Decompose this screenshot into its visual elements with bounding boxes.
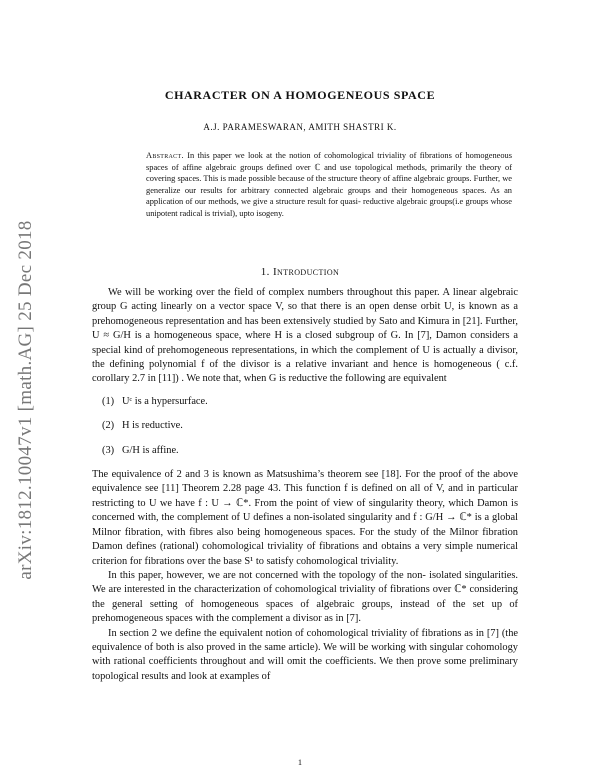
list-item xyxy=(102,444,518,458)
section-heading: 1. Introduction xyxy=(260,266,340,278)
arxiv-identifier: arXiv:1812.10047v1 [math.AG] 25 Dec 2018 xyxy=(15,220,36,580)
page-number: 1 xyxy=(297,758,303,767)
arxiv-sidebar xyxy=(6,120,46,680)
section-body xyxy=(92,286,518,684)
paragraph-1: We will be working over the field of complex numbers throughout this paper. A linear algebraic group G acting linearly on a vector space V, so that there is an open dense orbit U, is known as a prehomogeneous representation and has been extensively studied by Sato and Kimura in [21]. Further, U ≈ G/H is a homogeneous space, where H is a closed subgroup of G. In [7], Damon considers a special kind of prehomogeneous representations, in which the complement of U is actually a divisor, the defining polynomial f of the divisor is a relative invariant and hence is homogeneous ( c.f. corollary 2.7 in [11]) . We note that, when G is reductive the following are equivalent xyxy=(92,287,518,385)
list-item-text: G/H is affine. xyxy=(122,444,179,456)
paragraph-4: In section 2 we define the equivalent notion of cohomological triviality of fibrations as in [7] (the equivalence of both is also proved in the same article). We will be working with singular cohomology with rational coefficients throughout and will omit the coefficients. We then prove some preliminary topological results and look at examples of xyxy=(92,627,518,682)
list-item-text: H is reductive. xyxy=(122,420,183,432)
list-item-number: (3) xyxy=(102,444,115,456)
list-item-number: (2) xyxy=(102,420,115,432)
paragraph-2: The equivalence of 2 and 3 is known as Matsushima’s theorem see [18]. For the proof of the above equivalence see [11] Theorem 2.28 page 43. This function f is defined on all of V, and in particular restricting to U we have f : U → ℂ*. From the point of view of singularity theory, which Damon is concerned with, the complement of U defines a non-isolated singularity and f : G/H → ℂ* is a global Milnor fibration, with fibres also being homogeneous spaces. For the study of the Milnor fibration Damon defines (rational) cohomological triviality of fibrations and obtains a very simple numerical criterion for fibrations over the base S¹ to satisfy cohomological triviality. xyxy=(92,469,518,567)
list-item xyxy=(102,395,518,409)
paper-authors: A.J. PARAMESWARAN, AMITH SHASTRI K. xyxy=(203,122,397,132)
abstract-text: In this paper we look at the notion of cohomological triviality of fibrations of homogeneous spaces of affine algebraic groups defined over ℂ and use topological methods, primarily the theory of covering spaces. This is made possible because of the structure theory of affine algebraic groups. Further, we generalize our results for arbitrary connected algebraic groups and their homogeneous spaces. As an application of our methods, we give a structure result for quasi- reductive algebraic groups(i.e groups whose unipotent radical is trivial), upto isogeny. xyxy=(146,151,512,218)
abstract-label: Abstract. xyxy=(146,151,184,160)
list-item-number: (1) xyxy=(102,395,115,407)
equivalence-list xyxy=(92,395,518,458)
list-item xyxy=(102,419,518,433)
paper-title: CHARACTER ON A HOMOGENEOUS SPACE xyxy=(164,88,436,102)
abstract xyxy=(146,150,512,220)
list-item-text: Uᶜ is a hypersurface. xyxy=(122,395,208,407)
paragraph-3: In this paper, however, we are not concerned with the topology of the non- isolated singularities. We are interested in the characterization of cohomological triviality of fibrations over ℂ* considering the general setting of homogeneous spaces of algebraic groups, instead of the set up of prehomogeneous spaces with the complement a divisor as in [7]. xyxy=(92,569,518,625)
